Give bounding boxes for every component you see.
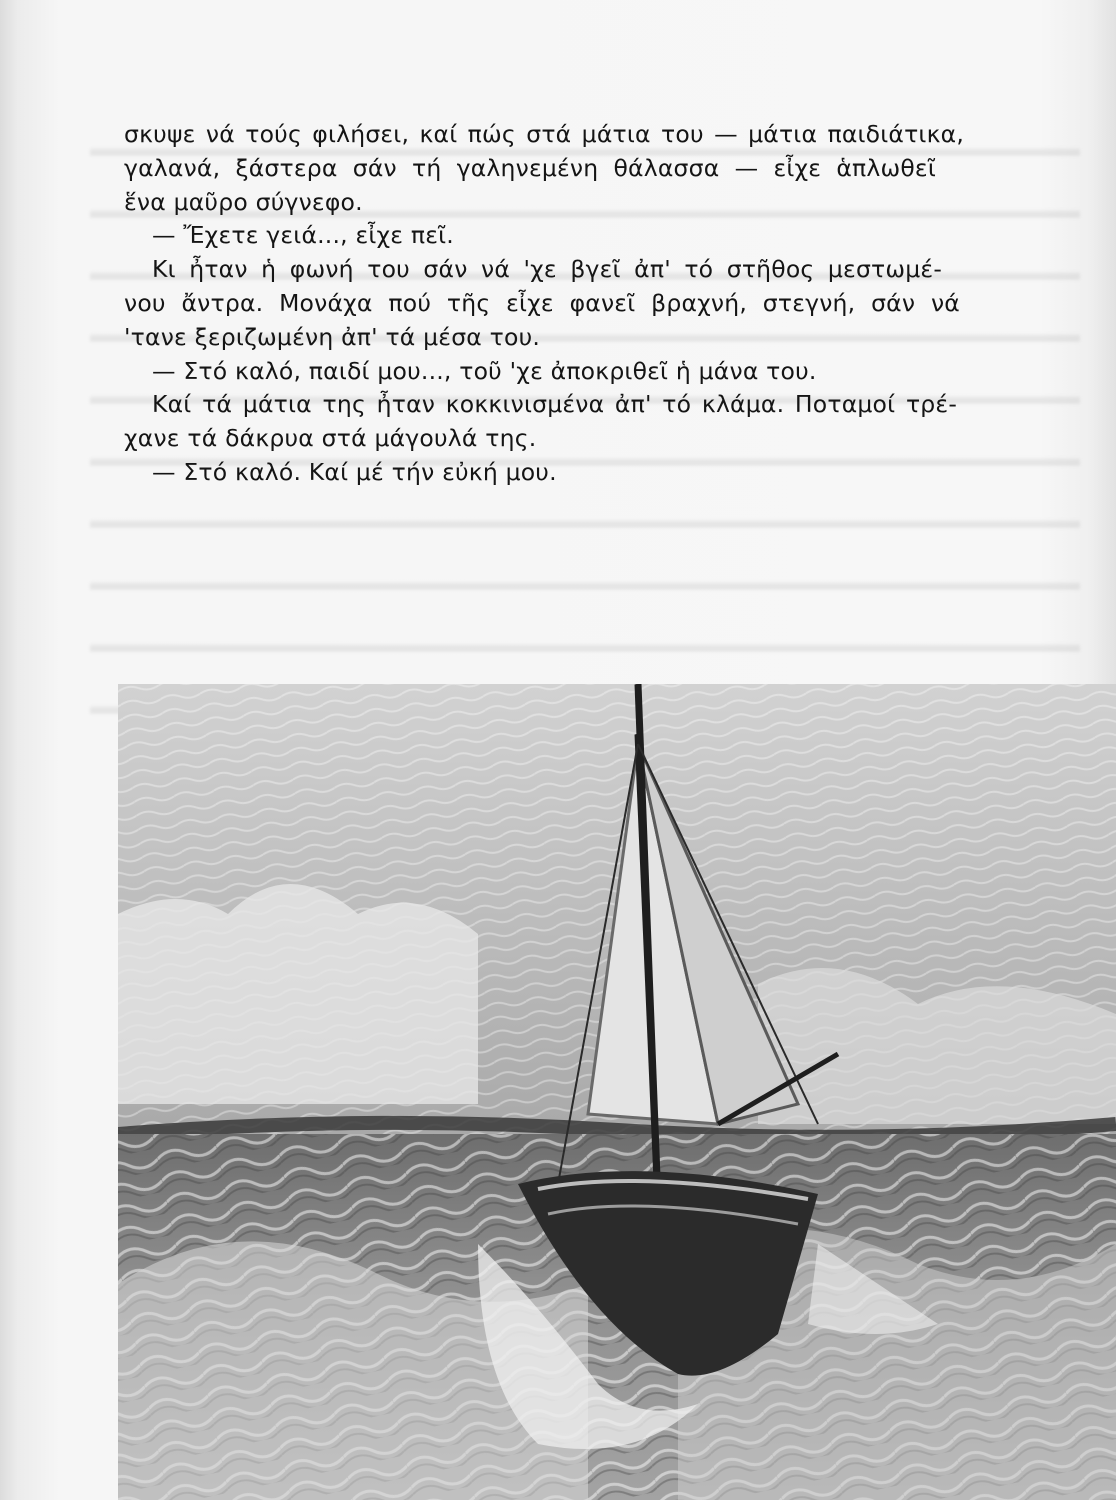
body-text [124,118,964,490]
text-line: Καί τά μάτια της ἦταν κοκκινισμένα ἀπ' τό κλάμα. Ποταμοί τρέ- [152,390,957,419]
spray-cloud [118,884,478,1104]
text-line: σκυψε νά τούς φιλήσει, καί πώς στά μάτια του — μάτια παιδιάτικα, [124,120,964,148]
dialog-line: — Ἔχετε γειά..., εἶχε πεῖ. [152,221,454,250]
text-line: χανε τά δάκρυα στά μάγουλά της. [124,424,537,453]
text-line: γαλανά, ξάστερα σάν τή γαληνεμένη θάλασσα — εἶχε ἁπλωθεῖ [124,153,936,182]
text-line: Κι ἦταν ἡ φωνή του σάν νά 'χε βγεῖ ἀπ' τό στῆθος μεστωμέ- [152,255,942,284]
sailboat-storm-illustration [118,684,1116,1500]
text-line: νου ἄντρα. Μονάχα πού τῆς εἶχε φανεῖ βραχνή, στεγνή, σάν νά [124,288,960,317]
text-line: 'τανε ξεριζωμένη ἀπ' τά μέσα του. [124,322,541,351]
dialog-line: — Στό καλό. Καί μέ τήν εὐκή μου. [152,457,557,486]
dialog-line: — Στό καλό, παιδί μου..., τοῦ 'χε ἀποκριθεῖ ἡ μάνα του. [152,356,817,385]
text-line: ἕνα μαῦρο σύγνεφο. [124,187,363,216]
